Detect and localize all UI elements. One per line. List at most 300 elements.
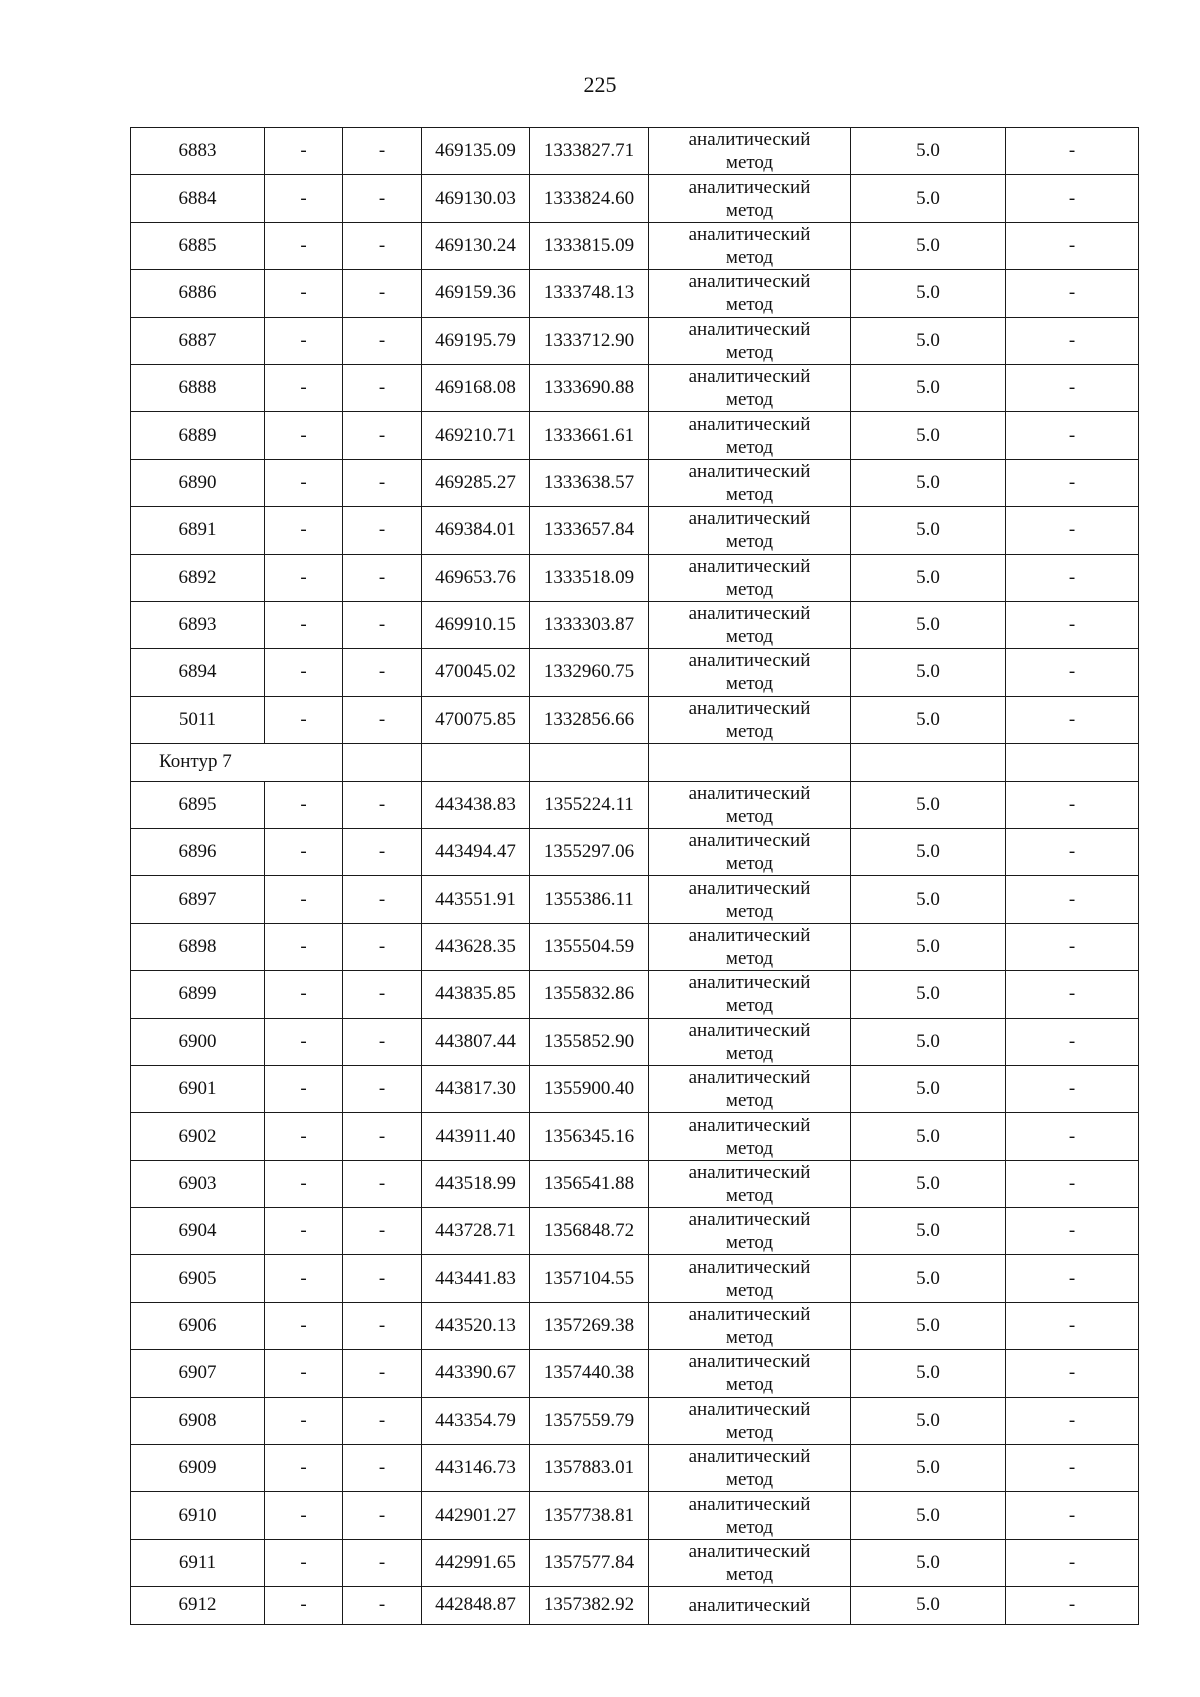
table-row — [131, 459, 1139, 506]
method-line-2: метод — [725, 805, 774, 827]
method-line-2: метод — [725, 1374, 774, 1396]
method-cell — [649, 1397, 851, 1444]
x-coordinate: 469653.76 — [422, 554, 530, 601]
empty-cell: - — [343, 781, 422, 828]
table-row — [131, 649, 1139, 696]
table-row — [131, 317, 1139, 364]
y-coordinate: 1333748.13 — [530, 270, 649, 317]
x-coordinate: 443438.83 — [422, 781, 530, 828]
empty-cell: - — [265, 554, 343, 601]
empty-cell: - — [343, 1208, 422, 1255]
empty-cell: - — [1006, 364, 1139, 411]
accuracy: 5.0 — [851, 554, 1006, 601]
accuracy: 5.0 — [851, 1160, 1006, 1207]
method-line-1: аналитический — [688, 129, 811, 151]
accuracy: 5.0 — [851, 971, 1006, 1018]
table-row — [131, 1397, 1139, 1444]
empty-cell: - — [343, 412, 422, 459]
table-row — [131, 1160, 1139, 1207]
method-cell — [649, 828, 851, 875]
y-coordinate: 1356541.88 — [530, 1160, 649, 1207]
x-coordinate: 443441.83 — [422, 1255, 530, 1302]
empty-cell: - — [1006, 507, 1139, 554]
accuracy: 5.0 — [851, 1255, 1006, 1302]
empty-cell: - — [1006, 971, 1139, 1018]
method-line-2: метод — [725, 436, 774, 458]
method-line-2: метод — [725, 1279, 774, 1301]
method-cell — [649, 554, 851, 601]
accuracy: 5.0 — [851, 923, 1006, 970]
x-coordinate: 442991.65 — [422, 1539, 530, 1586]
empty-cell: - — [1006, 1397, 1139, 1444]
point-id: 6885 — [131, 222, 265, 269]
method-line-2: метод — [725, 1421, 774, 1443]
method-line-1: аналитический — [688, 1398, 811, 1420]
empty-cell: - — [265, 459, 343, 506]
point-id: 6904 — [131, 1208, 265, 1255]
method-line-2: метод — [725, 853, 774, 875]
method-line-1: аналитический — [688, 555, 811, 577]
empty-cell: - — [1006, 222, 1139, 269]
empty-cell: - — [343, 1350, 422, 1397]
method-line-1: аналитический — [688, 223, 811, 245]
point-id: 6894 — [131, 649, 265, 696]
accuracy: 5.0 — [851, 128, 1006, 175]
table-row — [131, 1018, 1139, 1065]
empty-cell: - — [1006, 876, 1139, 923]
y-coordinate: 1333690.88 — [530, 364, 649, 411]
empty-cell: - — [265, 128, 343, 175]
accuracy: 5.0 — [851, 1018, 1006, 1065]
empty-cell: - — [343, 222, 422, 269]
method-line-1: аналитический — [688, 1256, 811, 1278]
x-coordinate: 469910.15 — [422, 601, 530, 648]
method-line-2: метод — [725, 1564, 774, 1586]
accuracy: 5.0 — [851, 412, 1006, 459]
method-line-1: аналитический — [688, 1594, 811, 1616]
empty-cell: - — [1006, 1255, 1139, 1302]
empty-cell: - — [343, 828, 422, 875]
x-coordinate: 443146.73 — [422, 1445, 530, 1492]
method-line-2: метод — [725, 1042, 774, 1064]
x-coordinate: 443911.40 — [422, 1113, 530, 1160]
x-coordinate: 442848.87 — [422, 1587, 530, 1625]
method-line-1: аналитический — [688, 1161, 811, 1183]
empty-cell: - — [265, 364, 343, 411]
empty-cell: - — [265, 1208, 343, 1255]
method-cell — [649, 1160, 851, 1207]
method-line-1: аналитический — [688, 176, 811, 198]
empty-cell: - — [1006, 317, 1139, 364]
table-row — [131, 1492, 1139, 1539]
empty-cell: - — [265, 696, 343, 743]
accuracy: 5.0 — [851, 317, 1006, 364]
x-coordinate: 469384.01 — [422, 507, 530, 554]
y-coordinate: 1355852.90 — [530, 1018, 649, 1065]
point-id: 5011 — [131, 696, 265, 743]
method-line-1: аналитический — [688, 1541, 811, 1563]
empty-cell: - — [343, 364, 422, 411]
point-id: 6911 — [131, 1539, 265, 1586]
empty-cell: - — [343, 876, 422, 923]
method-cell — [649, 1492, 851, 1539]
x-coordinate: 443807.44 — [422, 1018, 530, 1065]
point-id: 6888 — [131, 364, 265, 411]
y-coordinate: 1333827.71 — [530, 128, 649, 175]
empty-cell: - — [1006, 128, 1139, 175]
empty-cell: - — [1006, 828, 1139, 875]
x-coordinate: 469130.03 — [422, 175, 530, 222]
method-line-1: аналитический — [688, 1067, 811, 1089]
x-coordinate: 470075.85 — [422, 696, 530, 743]
point-id: 6902 — [131, 1113, 265, 1160]
empty-cell: - — [265, 1302, 343, 1349]
table-row — [131, 1208, 1139, 1255]
method-cell — [649, 601, 851, 648]
point-id: 6895 — [131, 781, 265, 828]
table-row — [131, 1113, 1139, 1160]
empty-cell: - — [1006, 554, 1139, 601]
x-coordinate: 442901.27 — [422, 1492, 530, 1539]
method-line-2: метод — [725, 1516, 774, 1538]
x-coordinate: 443817.30 — [422, 1065, 530, 1112]
empty-cell — [530, 744, 649, 782]
table-row — [131, 175, 1139, 222]
point-id: 6889 — [131, 412, 265, 459]
accuracy: 5.0 — [851, 1587, 1006, 1625]
empty-cell: - — [265, 1350, 343, 1397]
empty-cell: - — [265, 1492, 343, 1539]
empty-cell: - — [1006, 459, 1139, 506]
y-coordinate: 1333303.87 — [530, 601, 649, 648]
contour-label: Контур 7 — [131, 744, 343, 782]
accuracy: 5.0 — [851, 507, 1006, 554]
method-line-2: метод — [725, 152, 774, 174]
table-row — [131, 601, 1139, 648]
method-line-1: аналитический — [688, 972, 811, 994]
accuracy: 5.0 — [851, 1539, 1006, 1586]
empty-cell: - — [343, 128, 422, 175]
y-coordinate: 1355832.86 — [530, 971, 649, 1018]
method-line-2: метод — [725, 389, 774, 411]
y-coordinate: 1355297.06 — [530, 828, 649, 875]
method-cell — [649, 923, 851, 970]
method-cell — [649, 1255, 851, 1302]
empty-cell: - — [1006, 175, 1139, 222]
method-cell — [649, 1113, 851, 1160]
accuracy: 5.0 — [851, 222, 1006, 269]
empty-cell: - — [1006, 1492, 1139, 1539]
page-number: 225 — [583, 72, 617, 97]
point-id: 6910 — [131, 1492, 265, 1539]
empty-cell: - — [265, 412, 343, 459]
empty-cell: - — [265, 1587, 343, 1625]
y-coordinate: 1356345.16 — [530, 1113, 649, 1160]
method-line-2: метод — [725, 578, 774, 600]
empty-cell: - — [265, 222, 343, 269]
point-id: 6884 — [131, 175, 265, 222]
point-id: 6893 — [131, 601, 265, 648]
table-row — [131, 1255, 1139, 1302]
empty-cell: - — [265, 601, 343, 648]
x-coordinate: 443518.99 — [422, 1160, 530, 1207]
method-cell — [649, 1065, 851, 1112]
empty-cell: - — [343, 270, 422, 317]
table-row — [131, 1539, 1139, 1586]
point-id: 6887 — [131, 317, 265, 364]
y-coordinate: 1356848.72 — [530, 1208, 649, 1255]
table-row — [131, 128, 1139, 175]
point-id: 6903 — [131, 1160, 265, 1207]
empty-cell: - — [343, 317, 422, 364]
empty-cell: - — [1006, 1208, 1139, 1255]
empty-cell — [343, 744, 422, 782]
empty-cell: - — [265, 923, 343, 970]
y-coordinate: 1355504.59 — [530, 923, 649, 970]
method-cell — [649, 1539, 851, 1586]
accuracy: 5.0 — [851, 781, 1006, 828]
y-coordinate: 1357382.92 — [530, 1587, 649, 1625]
method-line-1: аналитический — [688, 830, 811, 852]
method-line-1: аналитический — [688, 318, 811, 340]
empty-cell: - — [265, 1160, 343, 1207]
empty-cell: - — [1006, 1445, 1139, 1492]
empty-cell: - — [343, 601, 422, 648]
method-line-2: метод — [725, 341, 774, 363]
method-line-1: аналитический — [688, 697, 811, 719]
method-line-2: метод — [725, 947, 774, 969]
empty-cell: - — [265, 828, 343, 875]
empty-cell: - — [265, 1539, 343, 1586]
empty-cell: - — [343, 1539, 422, 1586]
empty-cell — [851, 744, 1006, 782]
method-line-2: метод — [725, 483, 774, 505]
accuracy: 5.0 — [851, 696, 1006, 743]
empty-cell: - — [343, 507, 422, 554]
y-coordinate: 1357104.55 — [530, 1255, 649, 1302]
method-line-2: метод — [725, 1327, 774, 1349]
empty-cell: - — [265, 876, 343, 923]
y-coordinate: 1332856.66 — [530, 696, 649, 743]
method-line-2: метод — [725, 1232, 774, 1254]
method-line-1: аналитический — [688, 1114, 811, 1136]
method-line-1: аналитический — [688, 650, 811, 672]
method-line-2: метод — [725, 531, 774, 553]
y-coordinate: 1332960.75 — [530, 649, 649, 696]
coordinates-table — [130, 127, 1139, 1625]
empty-cell: - — [343, 1113, 422, 1160]
method-cell — [649, 876, 851, 923]
accuracy: 5.0 — [851, 828, 1006, 875]
x-coordinate: 469135.09 — [422, 128, 530, 175]
accuracy: 5.0 — [851, 1397, 1006, 1444]
method-line-2: метод — [725, 720, 774, 742]
point-id: 6897 — [131, 876, 265, 923]
method-line-1: аналитический — [688, 413, 811, 435]
empty-cell: - — [343, 1397, 422, 1444]
empty-cell: - — [1006, 696, 1139, 743]
empty-cell: - — [265, 971, 343, 1018]
empty-cell: - — [343, 1302, 422, 1349]
x-coordinate: 469285.27 — [422, 459, 530, 506]
method-cell — [649, 364, 851, 411]
x-coordinate: 469210.71 — [422, 412, 530, 459]
method-line-2: метод — [725, 199, 774, 221]
point-id: 6892 — [131, 554, 265, 601]
method-cell — [649, 317, 851, 364]
point-id: 6905 — [131, 1255, 265, 1302]
y-coordinate: 1333638.57 — [530, 459, 649, 506]
empty-cell: - — [265, 317, 343, 364]
y-coordinate: 1357883.01 — [530, 1445, 649, 1492]
accuracy: 5.0 — [851, 1445, 1006, 1492]
point-id: 6898 — [131, 923, 265, 970]
x-coordinate: 443520.13 — [422, 1302, 530, 1349]
empty-cell: - — [265, 649, 343, 696]
method-cell — [649, 128, 851, 175]
method-line-2: метод — [725, 1090, 774, 1112]
empty-cell: - — [343, 1445, 422, 1492]
empty-cell: - — [1006, 649, 1139, 696]
table-row — [131, 412, 1139, 459]
table-row — [131, 876, 1139, 923]
empty-cell: - — [343, 649, 422, 696]
empty-cell: - — [265, 1113, 343, 1160]
point-id: 6890 — [131, 459, 265, 506]
accuracy: 5.0 — [851, 1350, 1006, 1397]
method-cell — [649, 1350, 851, 1397]
method-cell — [649, 1302, 851, 1349]
empty-cell: - — [343, 1160, 422, 1207]
table-row — [131, 1587, 1139, 1625]
method-cell — [649, 507, 851, 554]
empty-cell: - — [343, 554, 422, 601]
method-line-2: метод — [725, 294, 774, 316]
y-coordinate: 1355386.11 — [530, 876, 649, 923]
x-coordinate: 443835.85 — [422, 971, 530, 1018]
method-line-1: аналитический — [688, 877, 811, 899]
method-line-1: аналитический — [688, 1304, 811, 1326]
table-row — [131, 1065, 1139, 1112]
empty-cell: - — [1006, 1350, 1139, 1397]
method-cell — [649, 222, 851, 269]
point-id: 6906 — [131, 1302, 265, 1349]
empty-cell: - — [265, 781, 343, 828]
empty-cell: - — [265, 175, 343, 222]
accuracy: 5.0 — [851, 1492, 1006, 1539]
accuracy: 5.0 — [851, 270, 1006, 317]
empty-cell: - — [1006, 1539, 1139, 1586]
y-coordinate: 1333824.60 — [530, 175, 649, 222]
method-cell — [649, 649, 851, 696]
empty-cell: - — [265, 1445, 343, 1492]
contour-header-row — [131, 744, 1139, 782]
table-row — [131, 696, 1139, 743]
table-row — [131, 270, 1139, 317]
x-coordinate: 469130.24 — [422, 222, 530, 269]
table-row — [131, 828, 1139, 875]
empty-cell: - — [343, 175, 422, 222]
empty-cell: - — [343, 459, 422, 506]
method-line-1: аналитический — [688, 460, 811, 482]
empty-cell — [1006, 744, 1139, 782]
method-line-1: аналитический — [688, 508, 811, 530]
accuracy: 5.0 — [851, 649, 1006, 696]
empty-cell: - — [265, 1397, 343, 1444]
y-coordinate: 1357440.38 — [530, 1350, 649, 1397]
empty-cell: - — [1006, 923, 1139, 970]
method-line-1: аналитический — [688, 1209, 811, 1231]
table-row — [131, 971, 1139, 1018]
point-id: 6891 — [131, 507, 265, 554]
method-cell — [649, 1587, 851, 1625]
y-coordinate: 1333815.09 — [530, 222, 649, 269]
y-coordinate: 1355224.11 — [530, 781, 649, 828]
point-id: 6908 — [131, 1397, 265, 1444]
accuracy: 5.0 — [851, 601, 1006, 648]
empty-cell: - — [343, 1018, 422, 1065]
point-id: 6912 — [131, 1587, 265, 1625]
method-cell — [649, 971, 851, 1018]
empty-cell: - — [265, 1255, 343, 1302]
x-coordinate: 443551.91 — [422, 876, 530, 923]
accuracy: 5.0 — [851, 364, 1006, 411]
empty-cell: - — [1006, 601, 1139, 648]
method-line-1: аналитический — [688, 1351, 811, 1373]
point-id: 6886 — [131, 270, 265, 317]
table-row — [131, 222, 1139, 269]
method-cell — [649, 781, 851, 828]
table-row — [131, 923, 1139, 970]
accuracy: 5.0 — [851, 1113, 1006, 1160]
point-id: 6907 — [131, 1350, 265, 1397]
method-cell — [649, 412, 851, 459]
accuracy: 5.0 — [851, 876, 1006, 923]
method-line-1: аналитический — [688, 1446, 811, 1468]
empty-cell: - — [343, 923, 422, 970]
method-line-1: аналитический — [688, 1019, 811, 1041]
empty-cell: - — [265, 1018, 343, 1065]
method-line-2: метод — [725, 900, 774, 922]
y-coordinate: 1333712.90 — [530, 317, 649, 364]
method-line-1: аналитический — [688, 603, 811, 625]
empty-cell: - — [1006, 412, 1139, 459]
point-id: 6909 — [131, 1445, 265, 1492]
x-coordinate: 443390.67 — [422, 1350, 530, 1397]
table-row — [131, 781, 1139, 828]
y-coordinate: 1357738.81 — [530, 1492, 649, 1539]
table-row — [131, 1445, 1139, 1492]
point-id: 6883 — [131, 128, 265, 175]
method-cell — [649, 696, 851, 743]
empty-cell: - — [1006, 781, 1139, 828]
y-coordinate: 1357577.84 — [530, 1539, 649, 1586]
method-cell — [649, 175, 851, 222]
x-coordinate: 443494.47 — [422, 828, 530, 875]
accuracy: 5.0 — [851, 1208, 1006, 1255]
x-coordinate: 469195.79 — [422, 317, 530, 364]
accuracy: 5.0 — [851, 175, 1006, 222]
empty-cell: - — [343, 696, 422, 743]
x-coordinate: 443354.79 — [422, 1397, 530, 1444]
y-coordinate: 1333518.09 — [530, 554, 649, 601]
empty-cell: - — [343, 1065, 422, 1112]
method-line-2: метод — [725, 246, 774, 268]
table-row — [131, 1302, 1139, 1349]
x-coordinate: 469168.08 — [422, 364, 530, 411]
method-line-2: метод — [725, 995, 774, 1017]
y-coordinate: 1333661.61 — [530, 412, 649, 459]
